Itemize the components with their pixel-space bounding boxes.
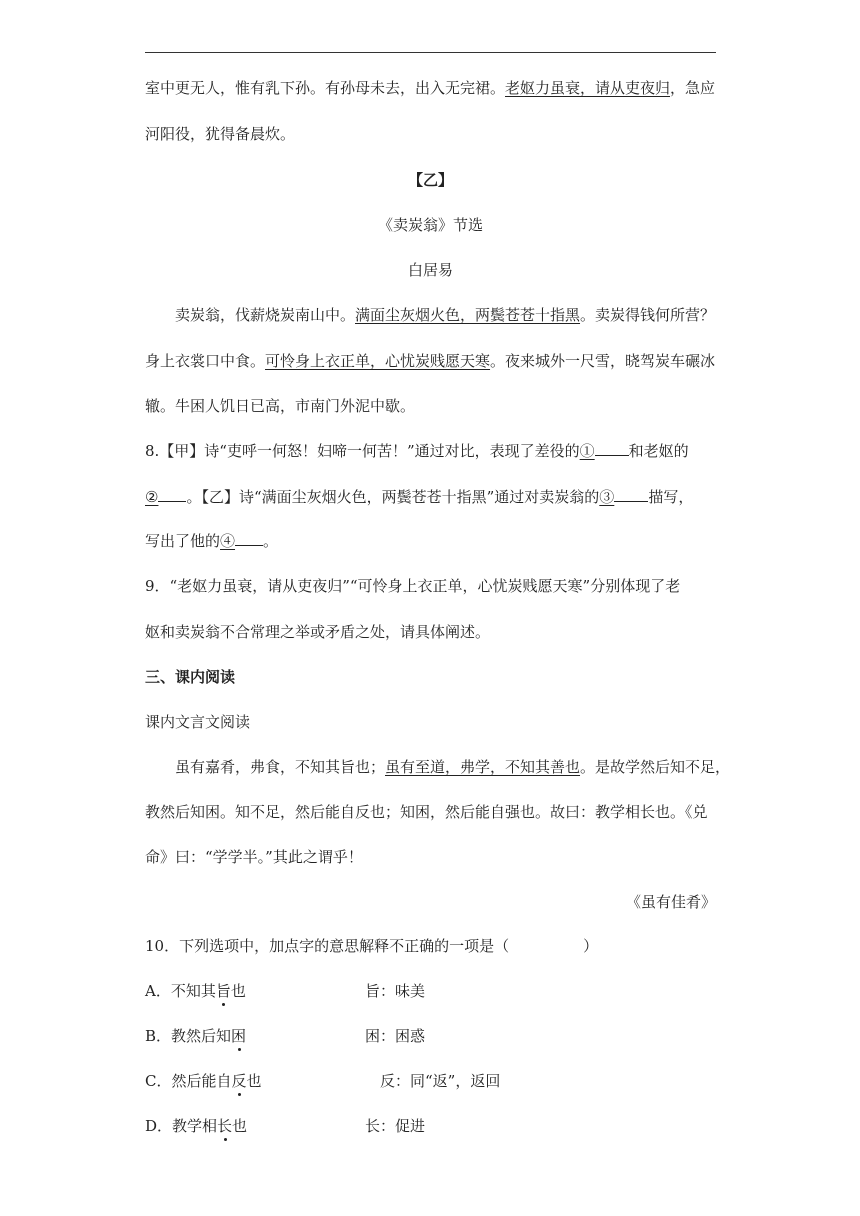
q8-line-1 [145, 441, 689, 461]
jia-text: ，急应 [670, 79, 716, 97]
classical-text: 。是故学然后知不足， [580, 758, 731, 776]
yi-text: 。夜来城外一尺雪，晓驾炭车碾冰 [490, 352, 716, 370]
q8-blank-3[interactable] [614, 487, 648, 502]
yi-underlined-text: 满面尘灰烟火色，两鬓苍苍十指黑 [355, 306, 581, 324]
q8-line-2 [145, 487, 693, 507]
q8-line-3 [145, 531, 278, 551]
option-text: B．教然后知 [145, 1027, 232, 1045]
option-text: A．不知其 [145, 982, 216, 1000]
jia-underlined-text: 老妪力虽衰，请从吏夜归 [505, 79, 671, 97]
q8-blank-marker-1: ① [579, 442, 595, 460]
yi-paragraph-line-3: 辙。牛困人饥日已高，市南门外泥中歇。 [145, 397, 416, 415]
jia-text: 室中更无人，惟有乳下孙。有孙母未去，出入无完裙。 [145, 79, 506, 97]
option-text: 也 [230, 982, 246, 1000]
q9-line-1: 9．“老妪力虽衰，请从吏夜归”“可怜身上衣正单，心忧炭贱愿天寒”分别体现了老 [145, 577, 681, 595]
q10-gloss-a: 旨：味美 [365, 982, 426, 1000]
section-heading: 三、课内阅读 [145, 668, 236, 686]
classical-source: 《虽有佳肴》 [625, 893, 716, 911]
q10-stem-text: 10．下列选项中，加点字的意思解释不正确的一项是（ [145, 937, 510, 955]
q8-blank-marker-3: ③ [599, 488, 615, 506]
q10-option-a[interactable] [145, 981, 246, 1001]
yi-text: 。卖炭得钱何所营？ [580, 306, 716, 324]
yi-marker: 【乙】 [407, 171, 453, 189]
q9-line-2: 妪和卖炭翁不合常理之举或矛盾之处，请具体阐述。 [145, 623, 491, 641]
q10-gloss-d: 长：促进 [365, 1117, 426, 1135]
q8-text: 写出了他的 [145, 532, 221, 550]
classical-line-1 [175, 757, 730, 777]
classical-line-3: 命》曰：“学学半。”其此之谓乎！ [145, 848, 363, 866]
q8-blank-1[interactable] [595, 441, 629, 456]
dotted-char: 旨 [215, 982, 231, 1000]
q10-option-d[interactable] [145, 1116, 247, 1136]
jia-line-1 [145, 78, 715, 98]
q8-blank-2[interactable] [158, 487, 186, 502]
yi-paragraph-line-1 [175, 305, 715, 325]
q8-blank-4[interactable] [235, 531, 263, 546]
dotted-char: 困 [231, 1027, 247, 1045]
q10-gloss-b: 困：困惑 [365, 1027, 426, 1045]
yi-paragraph-line-2 [145, 351, 715, 371]
yi-text: 身上衣裳口中食。 [145, 352, 266, 370]
yi-underlined-text: 可怜身上衣正单，心忧炭贱愿天寒 [265, 352, 491, 370]
dotted-char: 长 [217, 1117, 233, 1135]
header-rule [145, 52, 716, 53]
q10-stem [145, 936, 598, 956]
q8-text: 。 [263, 532, 279, 550]
jia-line-2: 河阳役，犹得备晨炊。 [145, 125, 296, 143]
q8-blank-marker-4: ④ [220, 532, 236, 550]
yi-text: 卖炭翁，伐薪烧炭南山中。 [175, 306, 356, 324]
classical-text: 虽有嘉肴，弗食，不知其旨也； [175, 758, 386, 776]
section-subheading: 课内文言文阅读 [145, 713, 251, 731]
q10-stem-text: ） [583, 937, 599, 955]
classical-line-2: 教然后知困。知不足，然后能自反也；知困，然后能自强也。故曰：教学相长也。《兑 [145, 803, 708, 821]
option-text: 也 [232, 1117, 248, 1135]
q8-text: 8.【甲】诗“吏呼一何怒！妇啼一何苦！”通过对比，表现了差役的 [145, 442, 580, 460]
q10-option-c[interactable] [145, 1071, 262, 1091]
q8-text: 描写， [648, 488, 694, 506]
q8-text: 。【乙】诗“满面尘灰烟火色，两鬓苍苍十指黑”通过对卖炭翁的 [186, 488, 600, 506]
yi-title: 《卖炭翁》节选 [377, 216, 483, 234]
q8-text: 和老妪的 [628, 442, 689, 460]
dotted-char: 反 [231, 1072, 247, 1090]
q8-blank-marker-2: ② [145, 488, 159, 506]
yi-author: 白居易 [407, 261, 453, 279]
option-text: D．教学相 [145, 1117, 218, 1135]
option-text: C．然后能自 [145, 1072, 232, 1090]
q10-gloss-c: 反：同“返”，返回 [380, 1072, 501, 1090]
q10-option-b[interactable] [145, 1026, 246, 1046]
option-text: 也 [246, 1072, 262, 1090]
classical-underlined-text: 虽有至道，弗学，不知其善也 [385, 758, 581, 776]
